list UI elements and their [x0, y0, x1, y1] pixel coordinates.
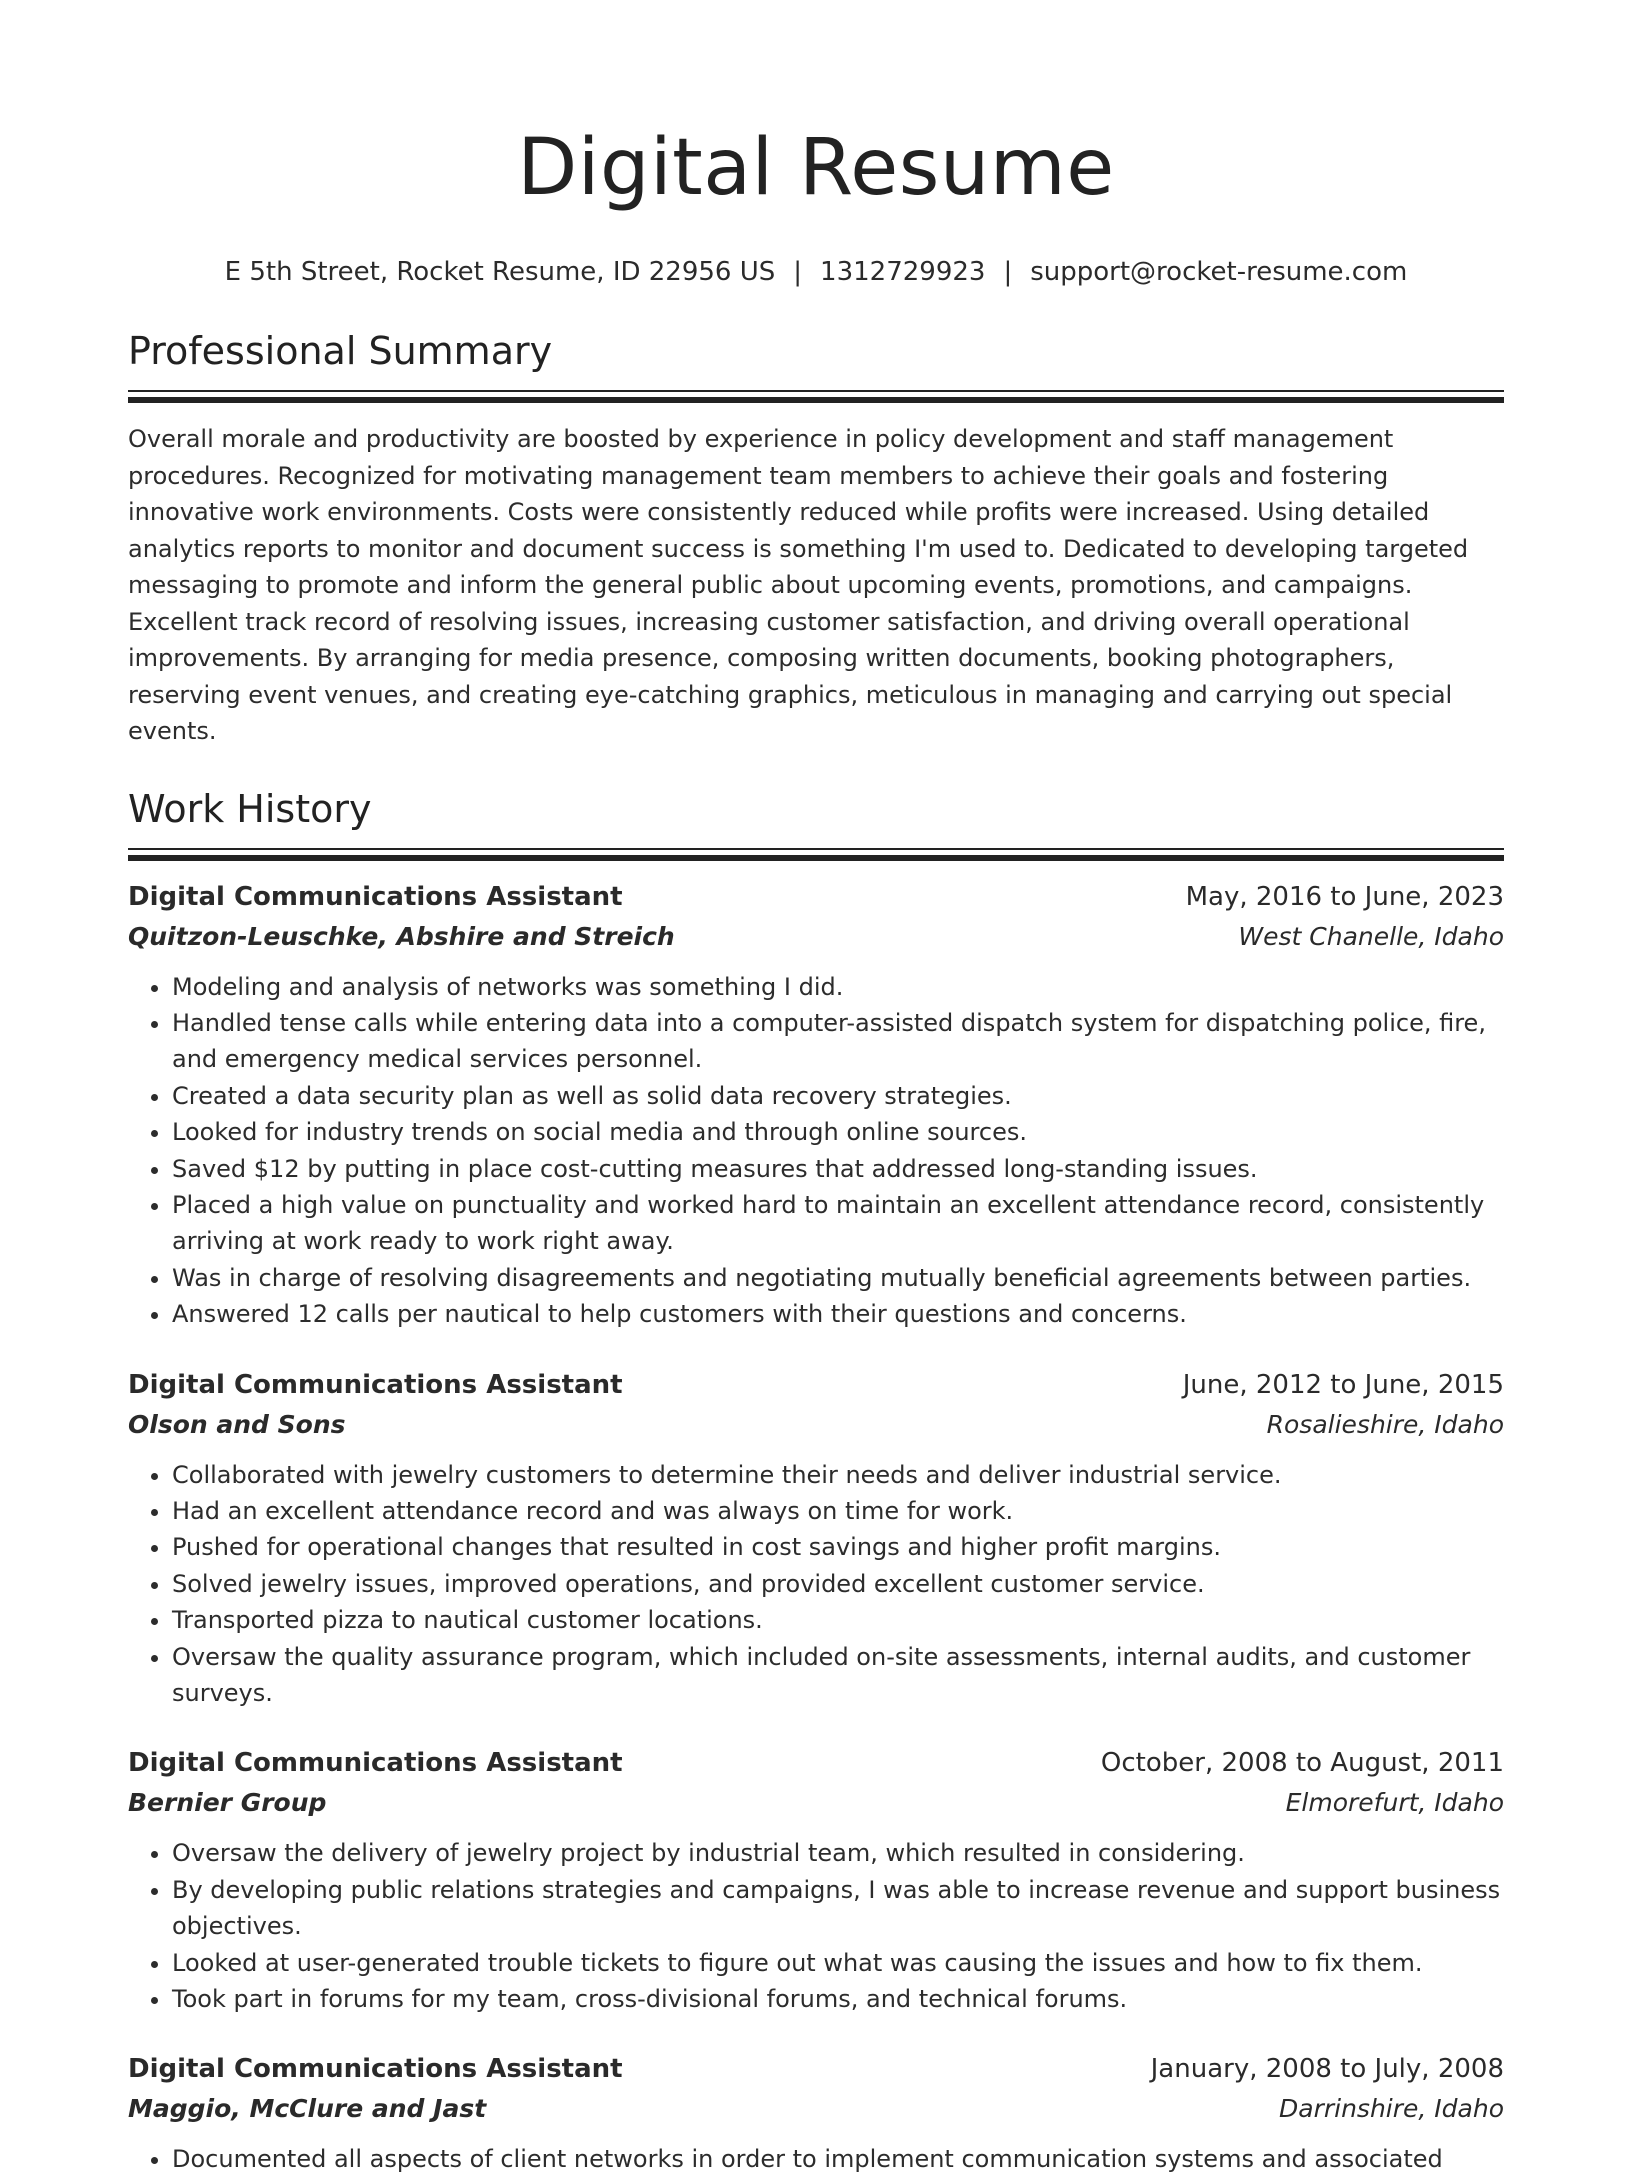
job-entry — [128, 1743, 1504, 2017]
job-dates: January, 2008 to July, 2008 — [1150, 2054, 1504, 2085]
job-company: Bernier Group — [128, 1788, 327, 1818]
section-heading: Work History — [128, 786, 372, 831]
bullet-item: • Placed a high value on punctuality and worked hard to maintain an excellent attendance record, consistently arriving at work ready to work right away. — [172, 1187, 1504, 1260]
professional-summary-section — [128, 324, 1504, 750]
bullet-item: • Looked for industry trends on social media and through online sources. — [172, 1114, 1504, 1150]
bullet-item: • Collaborated with jewelry customers to determine their needs and deliver industrial service. — [172, 1457, 1504, 1493]
job-entry — [128, 1365, 1504, 1712]
job-header-row — [128, 1365, 1504, 1405]
job-bullets — [128, 1835, 1504, 2017]
job-title: Digital Communications Assistant — [128, 2054, 623, 2085]
job-title: Digital Communications Assistant — [128, 881, 623, 912]
job-bullets — [128, 2141, 1504, 2177]
heading-rule-thick — [128, 855, 1504, 861]
bullet-item: • Had an excellent attendance record and was always on time for work. — [172, 1493, 1504, 1529]
job-location: Darrinshire, Idaho — [1279, 2094, 1504, 2124]
job-header-row — [128, 877, 1504, 917]
job-company: Olson and Sons — [128, 1409, 346, 1439]
separator: | — [1003, 257, 1013, 287]
bullet-item: • Documented all aspects of client networks in order to implement communication systems and associated — [172, 2141, 1504, 2177]
bullet-item: • Answered 12 calls per nautical to help customers with their questions and concerns. — [172, 1296, 1504, 1332]
job-company-row — [128, 917, 1504, 957]
job-entry — [128, 877, 1504, 1333]
heading-rule-thin — [128, 848, 1504, 850]
job-location: Rosalieshire, Idaho — [1266, 1409, 1504, 1439]
job-dates: October, 2008 to August, 2011 — [1100, 1748, 1504, 1779]
job-company-row — [128, 1405, 1504, 1445]
job-company: Quitzon-Leuschke, Abshire and Streich — [128, 921, 675, 951]
job-company-row — [128, 1783, 1504, 1823]
work-history-section — [128, 782, 1504, 2178]
job-entry — [128, 2049, 1504, 2177]
bullet-item: • Handled tense calls while entering data into a computer-assisted dispatch system for dispatching police, fire, and emergency medical services personnel. — [172, 1005, 1504, 1078]
summary-text: Overall morale and productivity are boosted by experience in policy development and staff management procedures. Recognized for motivating management team members to achieve their goals and fostering innovative work environments. Costs were consistently reduced while profits were increased. Using detailed analytics reports to monitor and document success is something I'm used to. Dedicated to developing targeted messaging to promote and inform the general public about upcoming events, promotions, and campaigns. Excellent track record of resolving issues, increasing customer satisfaction, and driving overall operational improvements. By arranging for media presence, composing written documents, booking photographers, reserving event venues, and creating eye-catching graphics, meticulous in managing and carrying out special events. — [128, 425, 1469, 745]
bullet-item: • Looked at user-generated trouble tickets to figure out what was causing the issues and how to fix them. — [172, 1945, 1504, 1981]
heading-rule-thick — [128, 397, 1504, 403]
email: support@rocket-resume.com — [1030, 257, 1408, 287]
bullet-item: • Modeling and analysis of networks was something I did. — [172, 969, 1504, 1005]
section-header — [128, 782, 1504, 861]
job-company: Maggio, McClure and Jast — [128, 2094, 487, 2124]
job-title: Digital Communications Assistant — [128, 1369, 623, 1400]
bullet-item: • Created a data security plan as well as solid data recovery strategies. — [172, 1078, 1504, 1114]
job-company-row — [128, 2089, 1504, 2129]
bullet-item: • Was in charge of resolving disagreements and negotiating mutually beneficial agreements between parties. — [172, 1260, 1504, 1296]
job-location: West Chanelle, Idaho — [1238, 921, 1504, 951]
bullet-item: • By developing public relations strategies and campaigns, I was able to increase revenue and support business objectives. — [172, 1872, 1504, 1945]
job-header-row — [128, 1743, 1504, 1783]
job-bullets — [128, 969, 1504, 1333]
bullet-item: • Oversaw the quality assurance program, which included on-site assessments, internal audits, and customer surveys. — [172, 1639, 1504, 1712]
job-bullets — [128, 1457, 1504, 1712]
address: E 5th Street, Rocket Resume, ID 22956 US — [224, 257, 776, 287]
separator: | — [793, 257, 803, 287]
job-dates: June, 2012 to June, 2015 — [1182, 1369, 1504, 1400]
bullet-item: • Saved $12 by putting in place cost-cutting measures that addressed long-standing issues. — [172, 1151, 1504, 1187]
bullet-item: • Pushed for operational changes that resulted in cost savings and higher profit margins. — [172, 1529, 1504, 1565]
section-header — [128, 324, 1504, 403]
job-title: Digital Communications Assistant — [128, 1748, 623, 1779]
bullet-item: • Oversaw the delivery of jewelry project by industrial team, which resulted in considering. — [172, 1835, 1504, 1871]
resume-title: Digital Resume — [517, 123, 1115, 213]
bullet-item: • Took part in forums for my team, cross-divisional forums, and technical forums. — [172, 1981, 1504, 2017]
bullet-item: • Transported pizza to nautical customer locations. — [172, 1602, 1504, 1638]
phone: 1312729923 — [820, 257, 986, 287]
bullet-item: • Solved jewelry issues, improved operations, and provided excellent customer service. — [172, 1566, 1504, 1602]
contact-line — [128, 252, 1504, 292]
job-location: Elmorefurt, Idaho — [1285, 1788, 1504, 1818]
heading-rule-thin — [128, 390, 1504, 392]
job-dates: May, 2016 to June, 2023 — [1185, 881, 1504, 912]
job-header-row — [128, 2049, 1504, 2089]
section-heading: Professional Summary — [128, 329, 553, 373]
